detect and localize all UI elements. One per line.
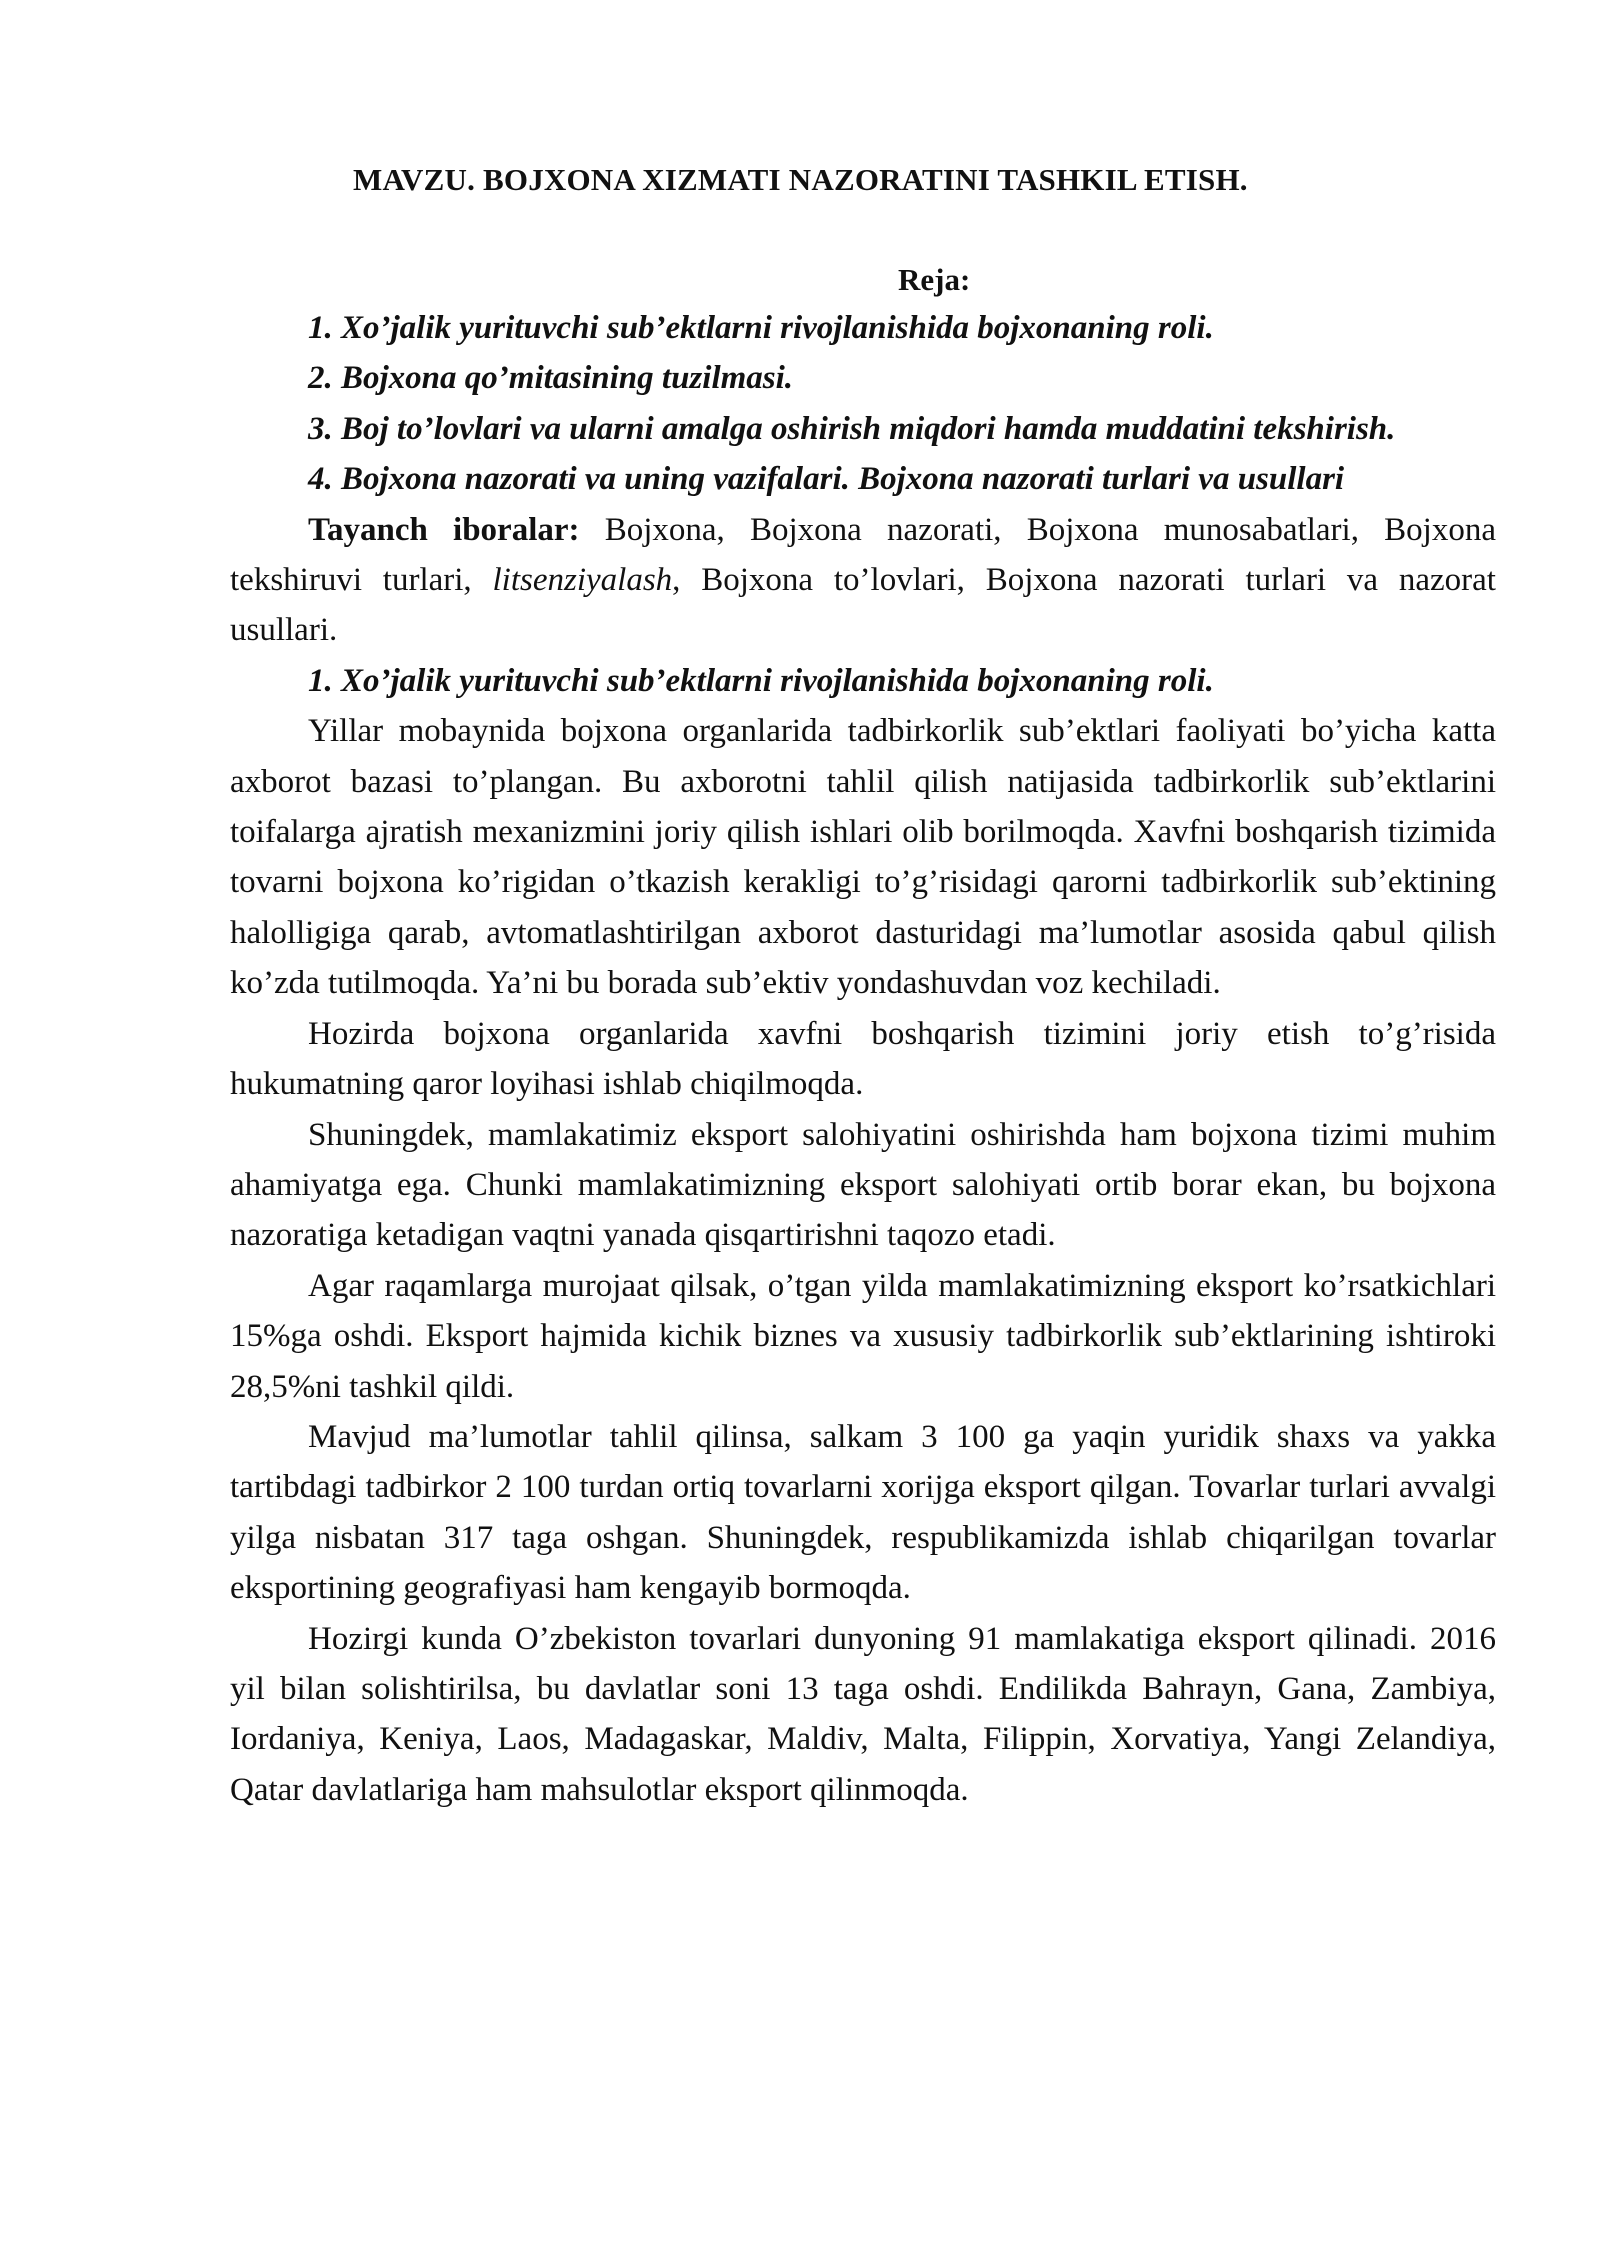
paragraph-6: Hozirgi kunda O’zbekiston tovarlari dunyoning 91 mamlakatiga eksport qilinadi. 2016 yil bilan solishtirilsa, bu davlatlar soni 13 taga oshdi. Endilikda Bahrayn, Gana, Zambiya, Iordaniya, Keniya, Laos, Madagaskar, Maldiv, Malta, Filippin, Xorvatiya, Yangi Zelandiya, Qatar davlatlariga ham mahsulotlar eksport qilinmoqda.: [230, 1620, 1496, 1808]
plan-item-1: 1. Xo’jalik yurituvchi sub’ektlarni rivojlanishida bojxonaning roli.: [308, 310, 1214, 346]
plan-heading: Reja:: [898, 262, 971, 297]
keywords-paragraph: [230, 505, 1496, 656]
keywords-text-before: Bojxona, Bojxona nazorati, Bojxona munosabatlari, Bojxona tekshiruvi turlari,: [230, 511, 1496, 599]
document-body: [230, 303, 1496, 1815]
paragraph-3: Shuningdek, mamlakatimiz eksport salohiyatini oshirishda ham bojxona tizimi muhim ahamiyatga ega. Chunki mamlakatimizning eksport salohiyati ortib borar ekan, bu bojxona nazoratiga ketadigan vaqtni yanada qisqartirishni taqozo etadi.: [230, 1116, 1496, 1254]
paragraph-1: Yillar mobaynida bojxona organlarida tadbirkorlik sub’ektlari faoliyati bo’yicha katta axborot bazasi to’plangan. Bu axborotni tahlil qilish natijasida tadbirkorlik sub’ektlarini toifalarga ajratish mexanizmini joriy qilish ishlari olib borilmoqda. Xavfni boshqarish tizimida tovarni bojxona ko’rigidan o’tkazish kerakligi to’g’risidagi qarorni tadbirkorlik sub’ektining halolligiga qarab, avtomatlashtirilgan axborot dasturidagi ma’lumotlar asosida qabul qilish ko’zda tutilmoqda. Ya’ni bu borada sub’ektiv yondashuvdan voz kechiladi.: [230, 713, 1496, 1002]
keywords-italic-term: litsenziyalash: [492, 562, 673, 599]
document-title: MAVZU. BOJXONA XIZMATI NAZORATINI TASHKIL ETISH.: [353, 162, 1248, 197]
keywords-label: Tayanch iboralar:: [308, 511, 580, 548]
paragraph-4: Agar raqamlarga murojaat qilsak, o’tgan yilda mamlakatimizning eksport ko’rsatkichlari 15%ga oshdi. Eksport hajmida kichik biznes va xususiy tadbirkorlik sub’ektlarining ishtiroki 28,5%ni tashkil qildi.: [230, 1267, 1496, 1405]
plan-item-4: 4. Bojxona nazorati va uning vazifalari. Bojxona nazorati turlari va usullari: [308, 461, 1345, 498]
keywords-text-after: , Bojxona to’lovlari, Bojxona nazorati turlari va nazorat usullari.: [230, 562, 1496, 649]
section-heading: 1. Xo’jalik yurituvchi sub’ektlarni rivojlanishida bojxonaning roli.: [308, 662, 1214, 699]
paragraph-5: Mavjud ma’lumotlar tahlil qilinsa, salkam 3 100 ga yaqin yuridik shaxs va yakka tartibdagi tadbirkor 2 100 turdan ortiq tovarlarni xorijga eksport qilgan. Tovarlar turlari avvalgi yilga nisbatan 317 taga oshgan. Shuningdek, respublikamizda ishlab chiqarilgan tovarlar eksportining geografiyasi ham kengayib bormoqda.: [230, 1418, 1496, 1607]
plan-item-3: 3. Boj to’lovlari va ularni amalga oshirish miqdori hamda muddatini tekshirish.: [308, 410, 1396, 447]
paragraph-2: Hozirda bojxona organlarida xavfni boshqarish tizimini joriy etish to’g’risida hukumatning qaror loyihasi ishlab chiqilmoqda.: [230, 1015, 1496, 1103]
plan-item-2: 2. Bojxona qo’mitasining tuzilmasi.: [308, 360, 794, 397]
